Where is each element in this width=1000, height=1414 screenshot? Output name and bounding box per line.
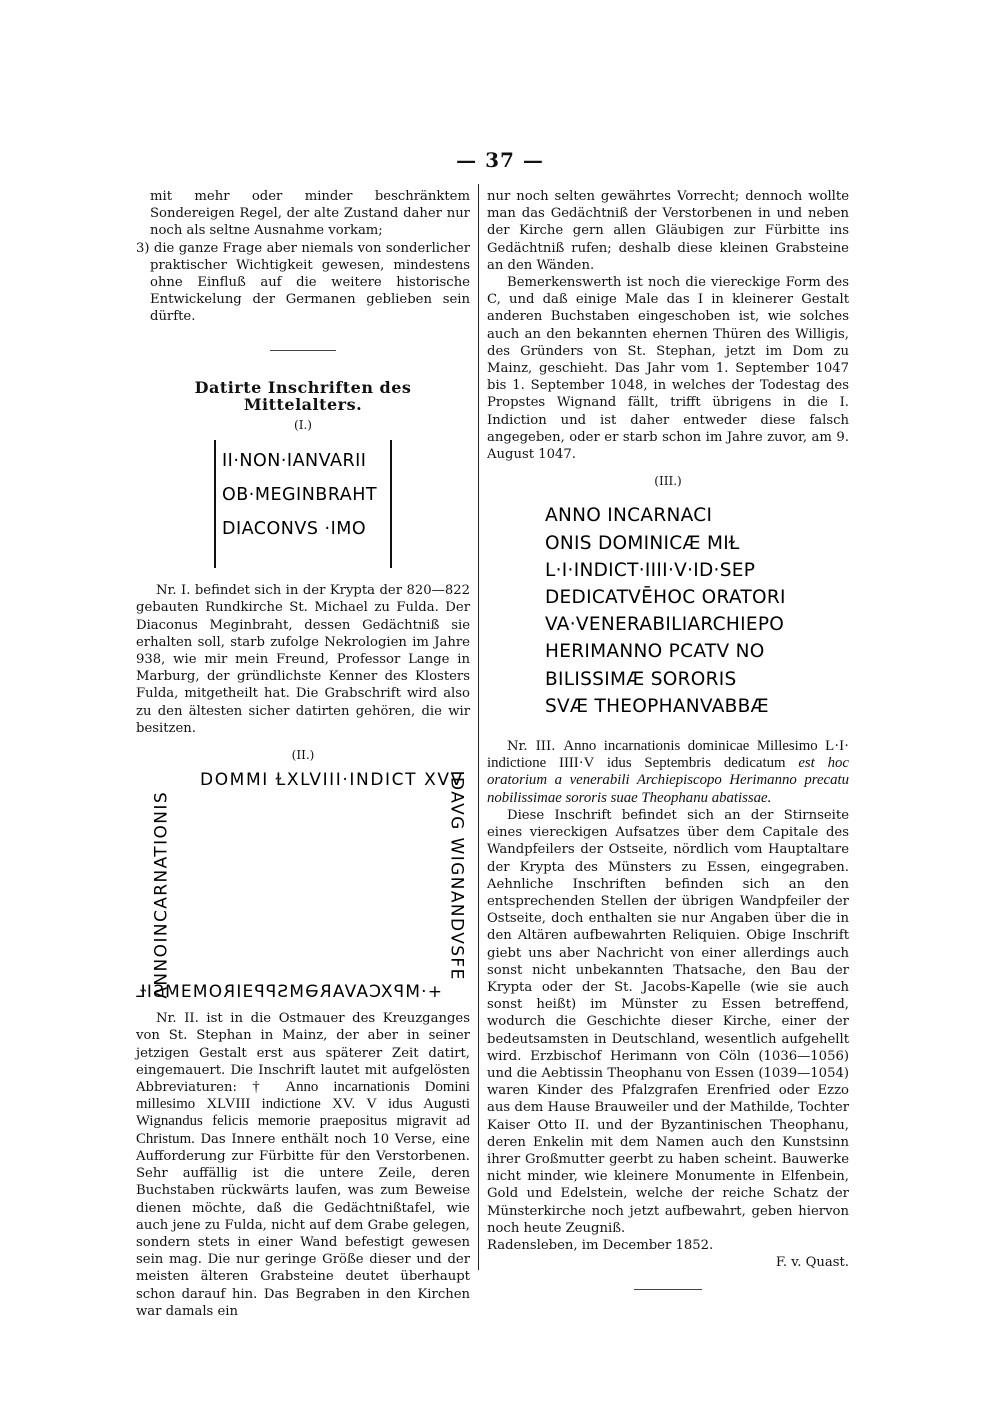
- end-rule: [634, 1289, 702, 1290]
- paragraph-nr-3-latin-a: Anno incarnationis dominicae Millesimo L·I· indictione IIII·V idus Septembris dedicatum: [487, 738, 850, 772]
- inscription-2-top: DOMMI ⱢXLVIII·INDICT XVV: [200, 770, 464, 791]
- inscription-3-line: SVÆ THEOPHANVABBÆ: [545, 695, 769, 717]
- paragraph-nr-3-latin-b: est hoc oratorium a venerabili Archiepiscopo Herimanno precatu nobilissimae sororis suae Theophanu abatissae.: [487, 755, 849, 806]
- place-date: Radensleben, im December 1852.: [487, 1237, 714, 1253]
- signature: F. v. Quast.: [775, 1255, 849, 1271]
- inscription-3: [545, 502, 849, 720]
- paragraph-nr-3: [487, 738, 849, 807]
- inscription-1-line: OB·MEGINBRAHT: [222, 485, 378, 506]
- inscription-3-line: ANNO INCARNACI: [545, 505, 713, 527]
- page-number: — 37 —: [456, 148, 544, 172]
- separator-rule: [270, 350, 336, 351]
- inscription-label-1: (I.): [294, 418, 312, 433]
- column-divider: [478, 184, 479, 1270]
- inscription-1-line: DIACONVS ·IMO: [222, 519, 367, 540]
- inscription-2-bottom: +·MPXCAVARƏMSPPƎIROMƎMSIⱢ: [134, 982, 442, 1003]
- paragraph-form-c: Bemerkenswerth ist noch die viereckige Form des C, und daß einige Male das I in kleinerer Gestalt anderen Buchstaben eingeschoben ist, wie solches auch an den bekannten ehernen Thüren des Willigis, des Gründers von St. Stephan, jetzt im Dom zu Mainz, geschieht. Das Jahr vom 1. September 1047 bis 1. September 1048, in welches der Todestag des Propstes Wignand fällt, trifft übrigens in die I. Indiction und ist daher entweder diese falsch angegeben, oder er starb schon im Jahre zuvor, am 9. August 1047.: [487, 275, 849, 463]
- right-column: [487, 188, 849, 1290]
- left-column: [136, 188, 470, 1320]
- inscription-3-line: L·I·INDICT·IIII·V·ID·SEP: [545, 559, 756, 581]
- left-continuation-text: mit mehr oder minder beschränktem Sondereigen Regel, der alte Zustand daher nur noch als seltne Ausnahme vorkam;: [150, 189, 470, 239]
- paragraph-nr-2-text-b: Das Innere enthält noch 10 Verse, eine Aufforderung zur Fürbitte für den Verstorbenen. Sehr auffällig ist die untere Zeile, deren Buchstaben rückwärts laufen, was zum Beweise dienen möchte, daß die Gedächtnißtafel, wie auch jene zu Fulda, nicht auf dem Grabe gelegen, sondern stets in einer Wand befestigt gewesen sein mag. Die nur geringe Größe dieser und der meisten älteren Grabsteine deutet überhaupt schon darauf hin. Das Begraben in den Kirchen war damals ein: [136, 1131, 470, 1319]
- inscription-1: [214, 440, 392, 568]
- inscription-3-line: VA·VENERABILIARCHIEPO: [545, 614, 785, 636]
- inscription-1-line: II·NON·IANVARII: [222, 451, 367, 472]
- paragraph-essen: Diese Inschrift befindet sich an der Stirnseite eines viereckigen Aufsatzes über dem Capitale des Wandpfeilers der Ostseite, nördlich vom Hauptaltare der Krypta des Münsters zu Essen, eingegraben. Aehnliche Inschriften befinden sich an den entsprechenden Stellen der übrigen Wandpfeiler der Ostseite, doch enthalten sie nur Angaben über die in den Altären aufbewahrten Reliquien. Obige Inschrift giebt uns aber Nachricht von einer allerdings auch sonst nicht unbekannten Thatsache, den Bau der Krypta oder der St. Jacobs-Kapelle (wie sie auch sonst heißt) im Münster zu Essen betreffend, wodurch die Geschichte dieser Kirche, einer der bedeutsamsten in Deutschland, wesentlich aufgehellt wird. Erzbischof Herimann von Cöln (1036—1056) und die Aebtissin Theophanu von Essen (1039—1054) waren Kinder des Pfalzgrafen Erenfried oder Ezzo aus dem Hause Brauweiler und der Mathilde, Tochter Kaiser Otto II. und der Byzantinischen Theophanu, deren Enkelin mit dem Namen auch den Kunstsinn ihrer Großmutter geerbt zu haben scheint. Bauwerke nicht minder, wie kleinere Monumente in Elfenbein, Gold und Edelstein, welche der reiche Schatz der Münsterkirche noch jetzt aufbewahrt, geben hiervon noch heute Zeugniß.: [487, 807, 849, 1236]
- paragraph-nr-2: [136, 1010, 470, 1320]
- right-continuation-text: nur noch selten gewährtes Vorrecht; dennoch wollte man das Gedächtniß der Verstorbenen in und neben der Kirche gern allen Gläubigen zur Fürbitte ins Gedächtniß rufen; deshalb diese kleinen Grabsteine an den Wänden.: [487, 189, 849, 273]
- paragraph-nr-2-text-a: Nr. II. ist in die Ostmauer des Kreuzganges von St. Stephan in Mainz, der aber in seiner jetzigen Gestalt erst aus späterer Zeit datirt, eingemauert. Die Inschrift lautet mit aufgelösten Abbreviaturen:: [136, 1011, 470, 1096]
- inscription-3-line: ONIS DOMINICÆ MIⱢ: [545, 532, 740, 554]
- inscription-3-line: DEDICATVĒHOC ORATORI: [545, 587, 786, 609]
- inscription-label-3: (III.): [654, 474, 682, 489]
- section-title: Datirte Inschriften des Mittelalters.: [194, 377, 412, 414]
- inscription-label-2: (II.): [291, 748, 315, 763]
- inscription-3-line: HERIMANNO PCATV NO: [545, 641, 765, 663]
- paragraph-nr-1: Nr. I. befindet sich in der Krypta der 820—822 gebauten Rundkirche St. Michael zu Fulda. Der Diaconus Meginbraht, dessen Gedächtniß sie erhalten soll, starb zufolge Nekrologien im Jahre 938, wie mir mein Freund, Professor Lange in Marburg, der gründlichste Kenner des Klosters Fulda, mitgetheilt hat. Die Grabschrift wird also zu den ältesten sicher datirten gehören, die wir besitzen.: [136, 583, 470, 736]
- list-item-3: 3) die ganze Frage aber niemals von sonderlicher praktischer Wichtigkeit gewesen, mindestens ohne Einfluß auf die weitere historische Entwickelung der Germanen geblieben sein dürfte.: [136, 240, 470, 325]
- paragraph-nr-2-latin: † Anno incarnationis Domini millesimo XLVIII indictione XV. V idus Augusti Wignandus felicis memorie praepositus migravit ad Christum.: [136, 1079, 470, 1147]
- paragraph-nr-3-prefix: Nr. III.: [507, 739, 564, 755]
- inscription-2: [134, 770, 472, 1006]
- inscription-2-left: ANNOINCARNATIONIS: [151, 791, 172, 999]
- inscription-2-right: IDAVG WIGNANDVSFE: [446, 770, 467, 982]
- inscription-3-line: BILISSIMÆ SORORIS: [545, 668, 737, 690]
